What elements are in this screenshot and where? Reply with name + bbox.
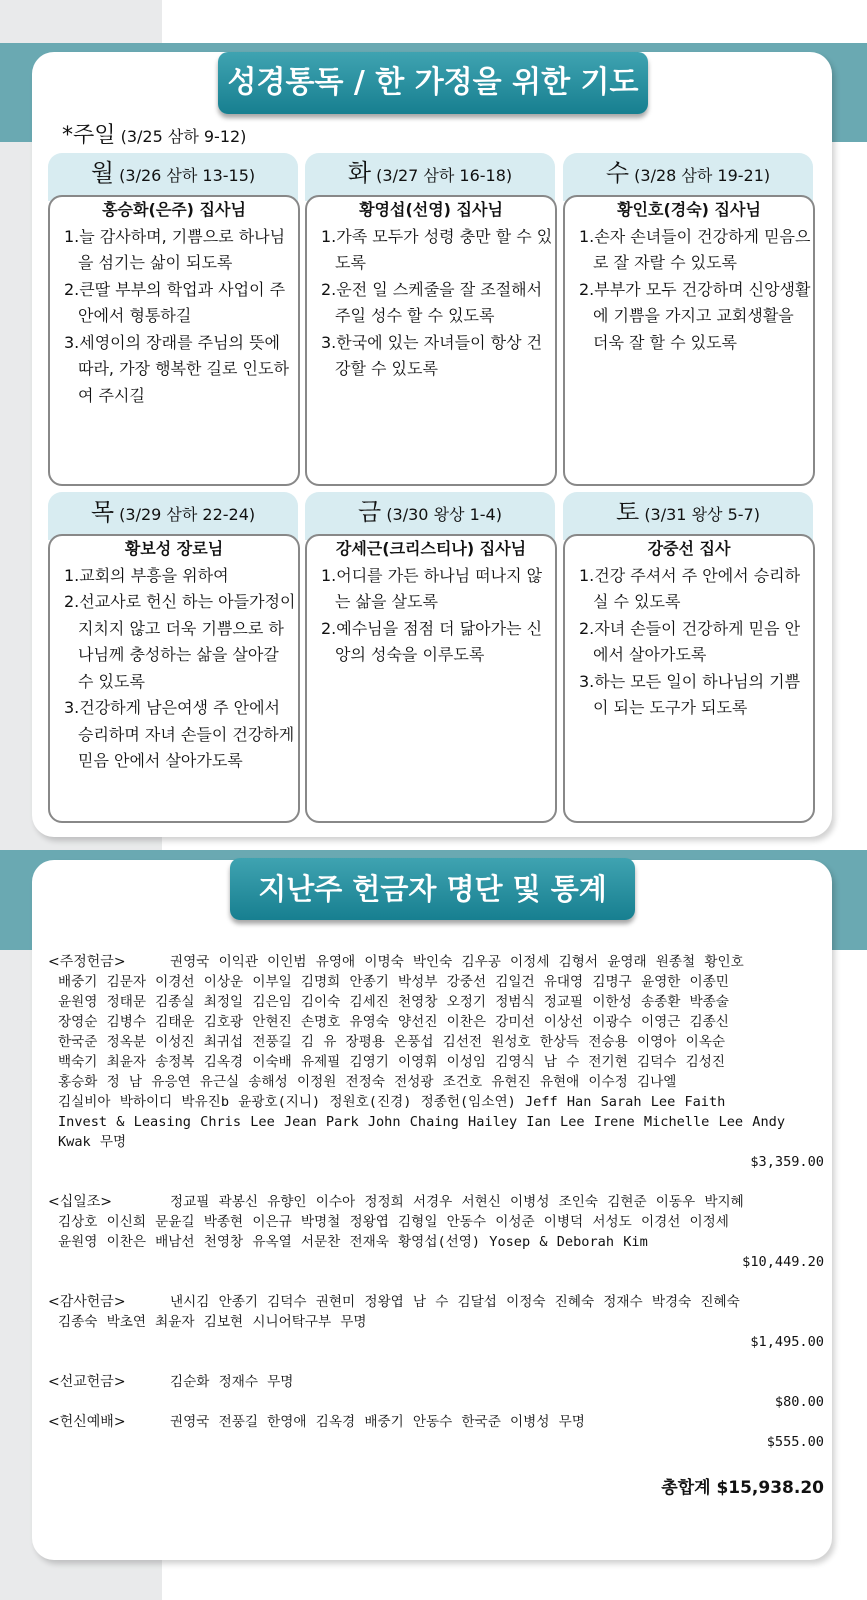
day-reading: (3/31 왕상 5-7) xyxy=(644,505,760,524)
day-header-sat xyxy=(563,492,813,540)
day-label: 수 xyxy=(605,159,630,187)
prayer-item: 1.가족 모두가 성령 충만 할 수 있도록 xyxy=(321,226,553,272)
prayer-box-thu xyxy=(48,534,300,823)
offering-label: <십일조> xyxy=(48,1194,113,1210)
offering-amount: $10,449.20 xyxy=(742,1254,824,1270)
prayer-item: 1.건강 주셔서 주 안에서 승리하실 수 있도록 xyxy=(579,565,801,611)
offering-group-tithe xyxy=(48,1192,823,1252)
day-reading: (3/29 삼하 22-24) xyxy=(119,505,256,524)
prayer-item: 1.어디를 가든 하나님 떠나지 않는 삶을 살도록 xyxy=(321,565,543,611)
day-header-tue xyxy=(305,153,555,201)
prayer-family-name: 황인호(경숙) 집사님 xyxy=(617,200,761,219)
prayer-item: 2.자녀 손들이 건강하게 믿음 안에서 살아가도록 xyxy=(579,618,801,664)
day-reading: (3/26 삼하 13-15) xyxy=(119,166,256,185)
donor-names: 정교필 곽봉신 유향인 이수아 정정희 서경우 서현신 이병성 조인숙 김현준 이동우 박지혜 xyxy=(170,1194,744,1210)
prayer-item: 1.교회의 부흥을 위하여 xyxy=(64,565,229,585)
sunday-reading xyxy=(62,118,246,149)
donor-names: 권영국 전풍길 한영애 김옥경 배중기 안동수 한국준 이병성 무명 xyxy=(170,1414,585,1430)
offering-banner-title: 지난주 헌금자 명단 및 통계 xyxy=(230,858,635,920)
donor-names: 한국준 정옥분 이성진 최귀섭 전풍길 김 유 장평용 온풍섭 김선전 원성호 한상득 전승용 이영아 이옥순 xyxy=(58,1034,725,1050)
prayer-box-sat xyxy=(563,534,815,823)
prayer-family-name: 황영섭(선영) 집사님 xyxy=(359,200,503,219)
prayer-item: 2.선교사로 헌신 하는 아들가정이 지치지 않고 더욱 기쁨으로 하나님께 충성하는 삶을 살아갈 수 있도록 xyxy=(64,592,296,691)
sunday-day: *주일 xyxy=(62,123,116,148)
offering-amount: $555.00 xyxy=(766,1434,824,1450)
donor-names: 김순화 정재수 무명 xyxy=(170,1374,294,1390)
prayer-item: 2.예수님을 점점 더 닮아가는 신앙의 성숙을 이루도록 xyxy=(321,618,543,664)
prayer-family-name: 홍승화(은주) 집사님 xyxy=(102,200,246,219)
donor-names: 김종숙 박초연 최윤자 김보현 시니어탁구부 무명 xyxy=(58,1314,367,1330)
offering-amount: $3,359.00 xyxy=(750,1154,824,1170)
prayer-box-wed xyxy=(563,195,815,486)
day-label: 월 xyxy=(90,159,115,187)
day-label: 목 xyxy=(90,498,115,526)
donor-names: 장영순 김병수 김태운 김호광 안현진 손명호 유영숙 양선진 이찬은 강미선 이상선 이광수 이영근 김종신 xyxy=(58,1014,729,1030)
donor-names: 김상호 이신희 문윤길 박종현 이은규 박명철 정왕엽 김형일 안동수 이성준 이병덕 서성도 이경선 이정세 xyxy=(58,1214,729,1230)
offering-group-mission xyxy=(48,1372,823,1392)
offering-label: <주정헌금> xyxy=(48,954,126,970)
day-header-mon xyxy=(48,153,298,201)
donor-names: 김실비아 박하이디 박유진b 윤광호(지니) 정원호(진경) 정종헌(임소연) Jeff Han Sarah Lee Faith xyxy=(58,1094,726,1110)
donor-names: 권영국 이익관 이인범 유영애 이명숙 박인숙 김우공 이정세 김형서 윤영래 원종철 황인호 xyxy=(170,954,744,970)
prayer-item: 1.늘 감사하며, 기쁨으로 하나님을 섬기는 삶이 되도록 xyxy=(64,226,286,272)
offering-line xyxy=(48,952,823,972)
offering-label: <헌신예배> xyxy=(48,1414,126,1430)
offering-group-weekly xyxy=(48,952,823,1152)
prayer-banner-title: 성경통독 / 한 가정을 위한 기도 xyxy=(218,52,648,114)
prayer-item: 3.세영이의 장래를 주님의 뜻에 따라, 가장 행복한 길로 인도하여 주시길 xyxy=(64,332,289,405)
day-reading: (3/30 왕상 1-4) xyxy=(386,505,502,524)
offering-label: <감사헌금> xyxy=(48,1294,126,1310)
prayer-family-name: 황보성 장로님 xyxy=(124,539,224,558)
offering-label: <선교헌금> xyxy=(48,1374,126,1390)
offering-group-thanks xyxy=(48,1292,823,1332)
day-reading: (3/28 삼하 19-21) xyxy=(634,166,771,185)
prayer-item: 3.한국에 있는 자녀들이 항상 건강할 수 있도록 xyxy=(321,332,543,378)
donor-names: 홍승화 정 남 유응연 유근실 송해성 이정원 전정숙 전성광 조건호 유현진 유현애 이수정 김나엘 xyxy=(58,1074,677,1090)
day-header-fri xyxy=(305,492,555,540)
donor-names: Kwak 무명 xyxy=(58,1134,127,1150)
day-label: 금 xyxy=(358,498,382,526)
offering-line xyxy=(48,1192,823,1212)
donor-names: Invest & Leasing Chris Lee Jean Park John Chaing Hailey Ian Lee Irene Michelle Lee Andy xyxy=(58,1114,786,1130)
prayer-box-tue xyxy=(305,195,557,486)
donor-names: 배중기 김문자 이경선 이상운 이부일 김명희 안종기 박성부 강중선 김일건 유대영 김명구 윤영한 이종민 xyxy=(58,974,729,990)
day-reading: (3/27 삼하 16-18) xyxy=(376,166,513,185)
day-label: 화 xyxy=(347,159,372,187)
donor-names: 낸시김 안종기 김덕수 권현미 정왕엽 남 수 김달섭 이정숙 진혜숙 정재수 박경숙 진혜숙 xyxy=(170,1294,740,1310)
offering-line xyxy=(48,1412,823,1432)
offering-group-dedication xyxy=(48,1412,823,1432)
day-header-thu xyxy=(48,492,298,540)
prayer-item: 3.건강하게 남은여생 주 안에서 승리하며 자녀 손들이 건강하게 믿음 안에서 살아가도록 xyxy=(64,698,295,770)
day-header-wed xyxy=(563,153,813,201)
prayer-box-fri xyxy=(305,534,557,823)
offering-amount: $80.00 xyxy=(774,1394,824,1410)
prayer-item: 2.운전 일 스케줄을 잘 조절해서 주일 성수 할 수 있도록 xyxy=(321,279,543,325)
donor-names: 윤원영 이찬은 배남선 천영창 유옥열 서문찬 전재욱 황영섭(선영) Yosep & Deborah Kim xyxy=(58,1234,648,1250)
prayer-family-name: 강중선 집사 xyxy=(647,539,731,558)
offering-line xyxy=(48,1372,823,1392)
prayer-box-mon xyxy=(48,195,300,486)
offering-line xyxy=(48,1292,823,1312)
prayer-family-name: 강세근(크리스티나) 집사님 xyxy=(335,539,527,558)
sunday-reading-text: (3/25 삼하 9-12) xyxy=(120,127,247,146)
prayer-item: 2.부부가 모두 건강하며 신앙생활에 기쁨을 가지고 교회생활을 더욱 잘 할 수 있도록 xyxy=(579,279,811,352)
donor-names: 백숙기 최윤자 송정복 김옥경 이숙배 유제필 김영기 이영휘 이성임 김영식 남 수 전기현 김덕수 김성진 xyxy=(58,1054,725,1070)
prayer-item: 1.손자 손녀들이 건강하게 믿음으로 잘 자랄 수 있도록 xyxy=(579,226,811,272)
prayer-item: 2.큰딸 부부의 학업과 사업이 주안에서 형통하길 xyxy=(64,279,286,325)
prayer-item: 3.하는 모든 일이 하나님의 기쁨이 되는 도구가 되도록 xyxy=(579,671,801,717)
offering-amount: $1,495.00 xyxy=(750,1334,824,1350)
offering-total: 총합계 $15,938.20 xyxy=(661,1478,824,1498)
day-label: 토 xyxy=(616,498,640,526)
donor-names: 윤원영 정태문 김종실 최정일 김은임 김이숙 김세진 천영창 오정기 정범식 정교필 이한성 송종환 박종술 xyxy=(58,994,729,1010)
